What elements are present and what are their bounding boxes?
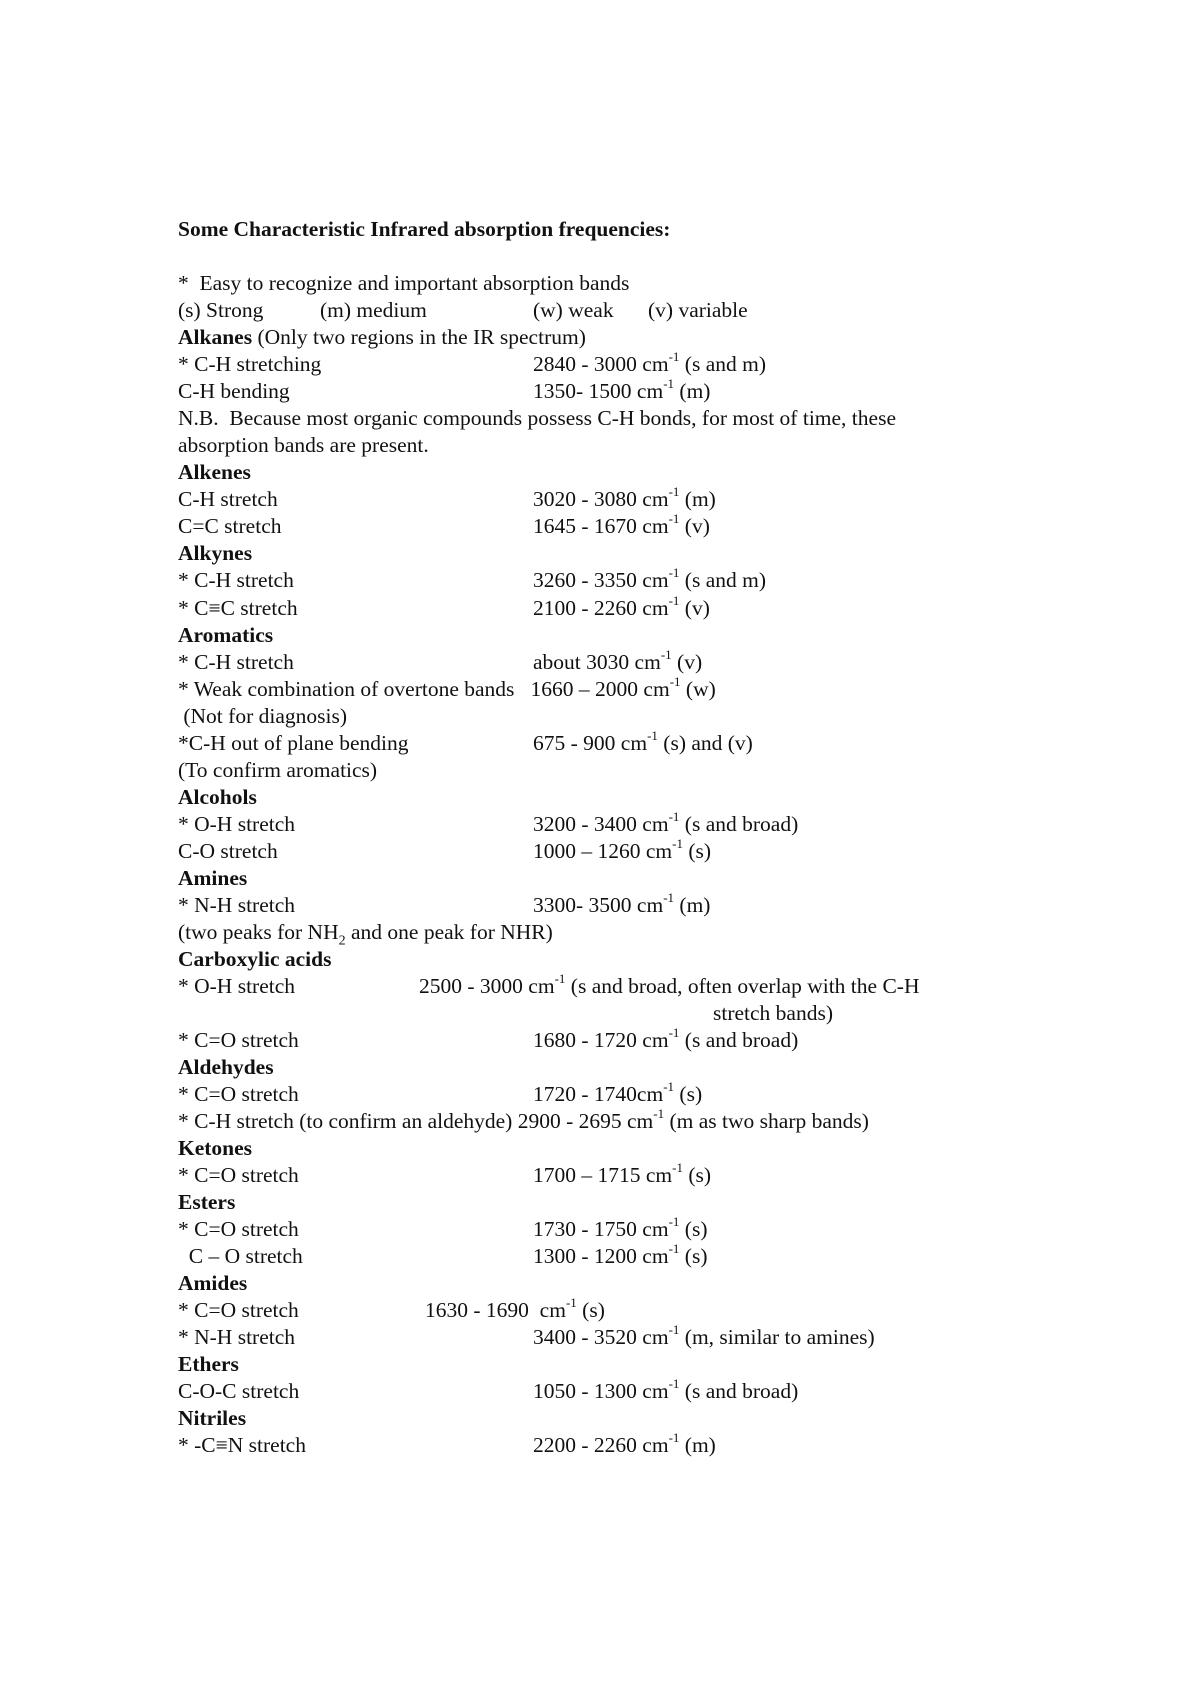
row-label: * C≡C stretch: [178, 596, 298, 620]
row-value: 3260 - 3350 $cm^{-1}$ (s and m): [533, 564, 766, 592]
row-label: * C-H stretch (to confirm an aldehyde) 2900 - 2695 $cm^{-1}$ (m as two sharp bands): [178, 1105, 869, 1133]
section-heading: Amines: [178, 866, 248, 890]
row-label: * C-H stretch: [178, 650, 294, 674]
row-value: 2840 - 3000 $cm^{-1}$ (s and m): [533, 348, 766, 376]
section-heading: Esters: [178, 1190, 236, 1214]
row-label: C-H bending: [178, 379, 290, 403]
row-label: * N-H stretch: [178, 893, 296, 917]
row-value: 1350- 1500 $cm^{-1}$ (m): [533, 375, 711, 403]
row-label: * C=O stretch: [178, 1163, 299, 1187]
row-value: 1680 - 1720 $cm^{-1}$ (s and broad): [533, 1024, 799, 1052]
row-label: C-O stretch: [178, 839, 278, 863]
row-subnote: (two peaks for $NH_2$ and one peak for NHR): [178, 920, 553, 949]
row-value: 1630 - 1690 $cm^{-1}$ (s): [425, 1294, 605, 1322]
row-label: *C-H out of plane bending: [178, 731, 409, 755]
row-subnote: (Not for diagnosis): [178, 704, 347, 728]
section-heading: Aldehydes: [178, 1055, 274, 1079]
row-label: C – O stretch: [178, 1244, 303, 1268]
section-heading: Ethers: [178, 1352, 239, 1376]
row-value: 1050 - 1300 $cm^{-1}$ (s and broad): [533, 1375, 799, 1403]
row-value-continued: stretch bands): [713, 1001, 834, 1025]
section-heading-note: (Only two regions in the IR spectrum): [252, 325, 586, 349]
section-heading: Ketones: [178, 1136, 253, 1160]
row-value: 3020 - 3080 $cm^{-1}$ (m): [533, 483, 716, 511]
row-value: 3300- 3500 $cm^{-1}$ (m): [533, 889, 711, 917]
row-subnote: (To confirm aromatics): [178, 758, 378, 782]
row-label: * C-H stretch: [178, 568, 294, 592]
row-value: about 3030 $cm^{-1}$ (v): [533, 646, 703, 674]
row-value: $1720 - 1740cm^{-1}$ (s): [533, 1078, 703, 1106]
page-title: Some Characteristic Infrared absorption frequencies:: [178, 217, 671, 241]
row-value: 1730 - 1750 $cm^{-1}$ (s): [533, 1213, 708, 1241]
row-label: * C=O stretch: [178, 1298, 299, 1322]
row-label: * Weak combination of overtone bands 1660 – 2000 $cm^{-1}$ (w): [178, 673, 716, 701]
section-heading: Carboxylic acids: [178, 947, 332, 971]
row-label: * N-H stretch: [178, 1325, 296, 1349]
section-alkanes: [178, 324, 586, 351]
legend-variable: (v) variable: [648, 298, 748, 322]
row-value: 2200 - 2260 $cm^{-1}$ (m): [533, 1429, 716, 1457]
section-heading: Amides: [178, 1271, 248, 1295]
row-value: 1300 - 1200 $cm^{-1}$ (s): [533, 1240, 708, 1268]
legend-weak: (w) weak: [533, 298, 614, 322]
legend-strong: (s) Strong: [178, 298, 264, 322]
row-label: * C-H stretching: [178, 352, 322, 376]
intro-text: * Easy to recognize and important absorption bands: [178, 271, 630, 295]
row-value: 3200 - 3400 $cm^{-1}$ (s and broad): [533, 808, 799, 836]
row-label: C-O-C stretch: [178, 1379, 300, 1403]
row-label: C-H stretch: [178, 487, 278, 511]
row-value: 1000 – 1260 $cm^{-1}$ (s): [533, 835, 712, 863]
row-label: * O-H stretch: [178, 812, 296, 836]
section-heading: Alkenes: [178, 460, 251, 484]
row-value: 3400 - 3520 $cm^{-1}$ (m, similar to amines): [533, 1321, 875, 1349]
row-value: 1700 – 1715 $cm^{-1}$ (s): [533, 1159, 712, 1187]
row-label: * O-H stretch: [178, 974, 296, 998]
section-heading: Alkanes: [178, 325, 253, 349]
row-label: * C=O stretch: [178, 1028, 299, 1052]
section-heading: Alcohols: [178, 785, 257, 809]
section-heading: Nitriles: [178, 1406, 247, 1430]
row-value: 2500 - 3000 $cm^{-1}$ (s and broad, often overlap with the C-H: [419, 970, 920, 998]
row-label: * C=O stretch: [178, 1217, 299, 1241]
row-label: * -C≡N stretch: [178, 1433, 306, 1457]
legend-medium: (m) medium: [320, 298, 427, 322]
row-label: * C=O stretch: [178, 1082, 299, 1106]
note-line: absorption bands are present.: [178, 433, 429, 457]
row-label: C=C stretch: [178, 514, 282, 538]
section-heading: Alkynes: [178, 541, 253, 565]
row-value: 2100 - 2260 $cm^{-1}$ (v): [533, 592, 710, 620]
note-line: N.B. Because most organic compounds possess C-H bonds, for most of time, these: [178, 406, 896, 430]
row-value: 1645 - 1670 $cm^{-1}$ (v): [533, 510, 710, 538]
row-value: 675 - 900 $cm^{-1}$ (s) and (v): [533, 727, 753, 755]
section-heading: Aromatics: [178, 623, 274, 647]
